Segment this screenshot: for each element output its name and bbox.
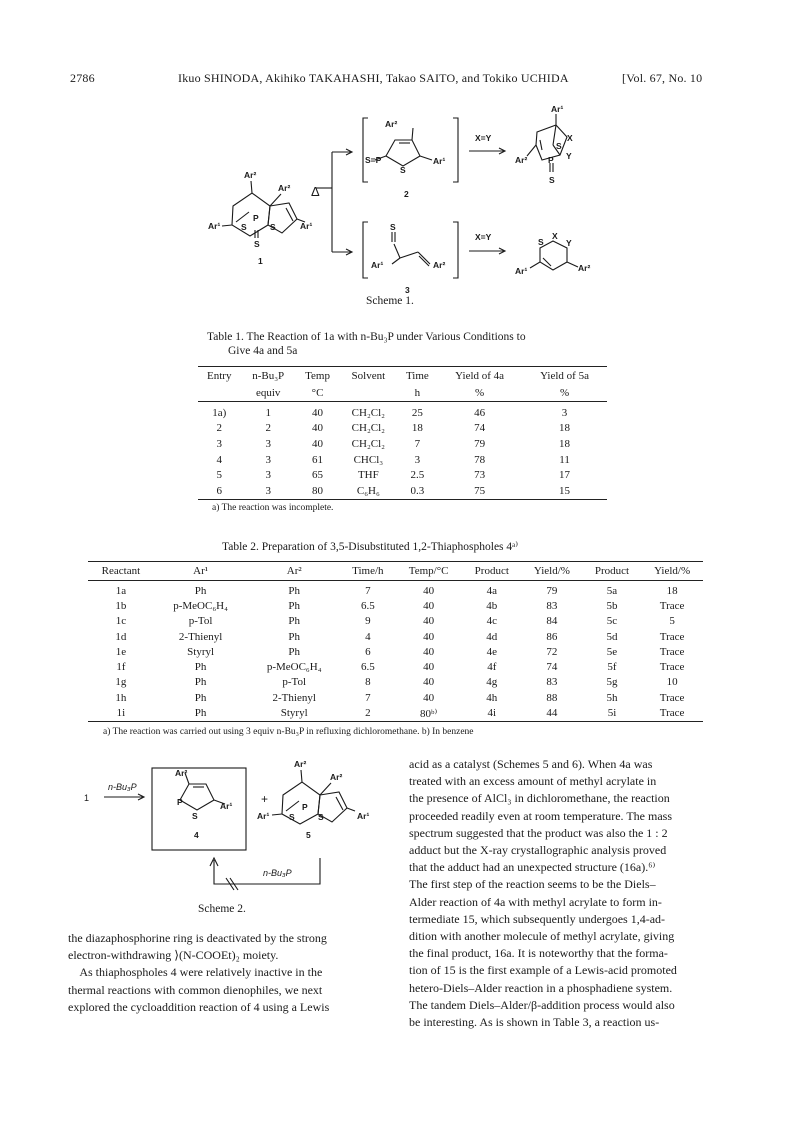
t2-cell: 40 xyxy=(423,599,435,612)
body-line: the diazaphosphorine ring is deactivated by the strong xyxy=(68,931,327,945)
t2-cell: 6.5 xyxy=(360,661,375,674)
compound-5-label: 5 xyxy=(306,830,311,840)
table2-title: Table 2. Preparation of 3,5-Disubstituted 1,2-Thiaphospholes 4ᵃ⁾ xyxy=(222,541,519,553)
t1-cell: 15 xyxy=(522,483,607,499)
right-column-text xyxy=(409,756,729,1031)
t2-cell: 10 xyxy=(666,676,678,689)
t1-cell: 7 xyxy=(414,437,421,450)
c1-p: P xyxy=(253,213,259,223)
body-line: be interesting. As is shown in Table 3, a reaction us- xyxy=(409,1015,660,1030)
table1-footnote: a) The reaction was incomplete. xyxy=(212,503,334,513)
t2-cell: 5d xyxy=(606,630,618,643)
t1-cell: 75 xyxy=(437,483,522,499)
t1-cell: 2.5 xyxy=(410,469,425,482)
t2-cell: p-Tol xyxy=(188,615,213,628)
c3-ar1: Ar¹ xyxy=(371,260,384,270)
compound-1-structure xyxy=(222,181,305,238)
t1-cell: 3 xyxy=(265,453,271,466)
dithiin-x: X xyxy=(552,231,558,241)
table-row xyxy=(88,659,703,674)
t2-cell: 1g xyxy=(115,676,127,689)
adduct-y: Y xyxy=(566,151,572,161)
t2-cell: 4a xyxy=(486,584,497,597)
c1-ar2-top: Ar² xyxy=(244,170,257,180)
t1-cell: CH₂Cl₂ xyxy=(351,437,386,450)
t2-cell: 5g xyxy=(606,676,618,689)
t1-cell: 1 xyxy=(265,406,271,419)
t2-header: Product xyxy=(463,562,522,581)
t2-cell: Ph xyxy=(288,615,301,628)
t2-header: Reactant xyxy=(88,562,154,581)
t1-cell: CHCl₃ xyxy=(353,453,384,466)
compound-4-label: 4 xyxy=(194,830,199,840)
c2-ar1: Ar¹ xyxy=(433,156,446,166)
t2-cell: 74 xyxy=(546,661,558,674)
c5-ar2-top: Ar² xyxy=(294,759,307,769)
t1-unit: % xyxy=(522,384,607,402)
t2-cell: Ph xyxy=(194,691,207,704)
dithiin-y: Y xyxy=(566,238,572,248)
reagent-xy-top: X=Y xyxy=(475,133,492,143)
t2-cell: p-MeOC₆H₄ xyxy=(173,599,228,612)
c4-ar1: Ar¹ xyxy=(220,801,233,811)
body-line: electron-withdrawing ⟩(N-COOEt)₂ moiety. xyxy=(68,948,279,963)
t2-header: Time/h xyxy=(341,562,395,581)
t2-cell: 1d xyxy=(115,630,127,643)
t2-cell: 7 xyxy=(365,691,371,704)
t1-unit: equiv xyxy=(240,384,295,402)
body-line: tion of 15 is the first example of a Lewis-acid promoted xyxy=(409,963,677,978)
t2-cell: Trace xyxy=(659,645,685,658)
t1-cell: 73 xyxy=(474,469,486,482)
t1-cell: 40 xyxy=(312,406,324,419)
t2-cell: 4f xyxy=(487,661,497,674)
c3-s: S xyxy=(390,222,396,232)
body-line: As thiaphospholes 4 were relatively inactive in the xyxy=(68,965,323,980)
t2-header: Product xyxy=(583,562,642,581)
t2-cell: 5h xyxy=(606,691,618,704)
t2-cell: 1b xyxy=(115,599,127,612)
t2-cell: 40 xyxy=(423,615,435,628)
table1-title-line2: Give 4a and 5a xyxy=(228,345,298,357)
table-row xyxy=(88,598,703,613)
body-line: thermal reactions with common dienophiles, we next xyxy=(68,982,323,997)
t2-cell: Trace xyxy=(659,661,685,674)
c5-s-left: S xyxy=(289,812,295,822)
t1-unit: % xyxy=(437,384,522,402)
t2-cell: Trace xyxy=(659,599,685,612)
t2-cell: 1f xyxy=(116,661,126,674)
heat-symbol: Δ xyxy=(311,184,320,199)
body-line: treated with an excess amount of methyl acrylate in xyxy=(409,774,657,789)
scheme2-start: 1 xyxy=(84,793,90,803)
t1-header-entry: Entry xyxy=(198,367,240,385)
t2-header: Temp/°C xyxy=(395,562,463,581)
t2-cell: 5e xyxy=(606,645,618,658)
t2-cell: 8 xyxy=(365,676,371,689)
c2-sp: S=P xyxy=(365,155,382,165)
scheme1-caption: Scheme 1. xyxy=(366,295,414,307)
t2-cell: 4b xyxy=(486,599,498,612)
t1-cell: 1a) xyxy=(212,406,227,419)
table-row xyxy=(88,705,703,721)
body-line: proceeded readily even at room temperature. The mass xyxy=(409,808,672,823)
t2-cell: Ph xyxy=(288,599,301,612)
page-number: 2786 xyxy=(70,71,95,85)
t2-cell: 5f xyxy=(607,661,617,674)
t2-cell: Ph xyxy=(194,584,207,597)
t1-cell: 18 xyxy=(559,437,571,450)
adduct-p: P xyxy=(548,155,554,165)
t2-cell: 86 xyxy=(546,630,558,643)
table-row xyxy=(198,436,607,452)
t2-cell: 2-Thienyl xyxy=(178,630,223,643)
table1-title: Table 1. The Reaction of 1a with n-Bu₃P under Various Conditions to xyxy=(207,331,526,343)
table2-footnote: a) The reaction was carried out using 3 equiv n-Bu₃P in refluxing dichloromethane. b) In benzene xyxy=(103,727,474,737)
t2-cell: p-Tol xyxy=(282,676,307,689)
c1-s-exo: S xyxy=(254,239,260,249)
c1-ar1-right: Ar¹ xyxy=(300,221,313,231)
t2-cell: 40 xyxy=(423,584,435,597)
volume-label: [Vol. 67, No. 10 xyxy=(622,71,703,85)
t1-cell: 4 xyxy=(216,453,222,466)
t2-cell: 2-Thienyl xyxy=(272,691,316,704)
adduct-x: X xyxy=(567,133,573,143)
t2-cell: Ph xyxy=(288,630,301,643)
t1-cell: 17 xyxy=(559,469,571,482)
c5-ar2-right: Ar² xyxy=(330,772,343,782)
c5-p: P xyxy=(302,802,308,812)
t1-header-yield5a: Yield of 5a xyxy=(522,367,607,385)
body-line: termediate 15, which subsequently undergoes 1,4-ad- xyxy=(409,911,666,926)
body-line: spectrum suggested that the product was also the 1 : 2 xyxy=(409,825,668,840)
body-line: The tandem Diels–Alder/β-addition process would also xyxy=(409,997,675,1012)
table-row xyxy=(88,614,703,629)
body-line: acid as a catalyst (Schemes 5 and 6). When 4a was xyxy=(409,757,653,771)
t1-unit: h xyxy=(398,384,438,402)
adduct-s: S xyxy=(556,141,562,151)
body-line: that the adduct had an unexpected structure (16a).⁶⁾ xyxy=(409,860,656,875)
plus-sign: + xyxy=(261,792,269,806)
t2-cell: 4h xyxy=(486,691,498,704)
body-line: dition with another molecule of methyl acrylate, giving xyxy=(409,929,675,944)
c4-ar2: Ar² xyxy=(175,768,188,778)
t2-cell: Styryl xyxy=(247,705,341,721)
c5-ar1-right: Ar¹ xyxy=(357,811,370,821)
c1-ar1-left: Ar¹ xyxy=(208,221,221,231)
c2-s: S xyxy=(400,165,406,175)
t1-cell: 65 xyxy=(312,469,324,482)
compound-2-structure xyxy=(375,128,432,166)
t2-cell: Ph xyxy=(288,645,301,658)
t1-cell: 74 xyxy=(474,422,486,435)
body-line: explored the cycloaddition reaction of 4 using a Lewis xyxy=(68,999,330,1014)
t1-cell: 80 xyxy=(296,483,339,499)
t2-header: Yield/% xyxy=(641,562,703,581)
t2-cell: Trace xyxy=(659,630,685,643)
t2-cell: 5 xyxy=(669,615,675,628)
table-row xyxy=(198,467,607,483)
t2-cell: 83 xyxy=(546,599,558,612)
c1-ar2-right: Ar² xyxy=(278,183,291,193)
t2-cell: 40 xyxy=(423,691,435,704)
t2-header: Ar¹ xyxy=(154,562,248,581)
t2-cell: Styryl xyxy=(187,645,215,658)
table-row xyxy=(198,421,607,437)
t1-cell: 3 xyxy=(216,437,222,450)
t2-cell: 4i xyxy=(463,705,522,721)
t2-cell: 1e xyxy=(115,645,127,658)
compound-2-label: 2 xyxy=(404,189,409,199)
t2-header: Yield/% xyxy=(521,562,583,581)
t2-cell: 79 xyxy=(546,584,558,597)
compound-4-structure xyxy=(180,773,225,810)
t1-cell: 18 xyxy=(411,422,423,435)
t2-cell: 5a xyxy=(606,584,618,597)
t2-cell: p-MeOC₆H₄ xyxy=(266,661,322,674)
t2-cell: 4e xyxy=(486,645,497,658)
t1-cell: CH₂Cl₂ xyxy=(351,406,386,419)
c1-s-right: S xyxy=(270,222,276,232)
t2-cell: Ph xyxy=(154,705,248,721)
t2-cell: 4c xyxy=(486,615,497,628)
dithiin-s: S xyxy=(538,237,544,247)
table-row xyxy=(198,452,607,468)
t2-cell: 40 xyxy=(423,661,435,674)
t2-cell: 40 xyxy=(423,645,435,658)
t1-cell: CH₂Cl₂ xyxy=(351,422,386,435)
t2-cell: 5i xyxy=(583,705,642,721)
compound-5-structure xyxy=(272,770,355,824)
table-row xyxy=(198,402,607,421)
table-row xyxy=(88,690,703,705)
t1-cell: 3 xyxy=(240,483,295,499)
t2-cell: 4d xyxy=(486,630,498,643)
t2-cell: Ph xyxy=(288,584,301,597)
t2-cell: Trace xyxy=(659,691,685,704)
t1-cell: 3 xyxy=(265,437,271,450)
body-line: the final product, 16a. It is noteworthy that the forma- xyxy=(409,946,668,961)
t1-cell: 79 xyxy=(474,437,486,450)
compound-3-label: 3 xyxy=(405,285,410,295)
t1-header-bu3p: n-Bu₃P xyxy=(240,367,295,385)
t1-cell: 46 xyxy=(474,406,486,419)
t2-cell: 6.5 xyxy=(360,599,375,612)
t1-unit xyxy=(339,384,397,402)
t2-cell: 88 xyxy=(546,691,558,704)
adduct-ar2: Ar² xyxy=(515,155,528,165)
t1-cell: 2 xyxy=(265,422,271,435)
t1-header-yield4a: Yield of 4a xyxy=(437,367,522,385)
c4-p: P xyxy=(177,797,183,807)
scheme2-caption: Scheme 2. xyxy=(198,903,246,915)
t1-cell: 18 xyxy=(559,422,571,435)
t1-cell: 11 xyxy=(559,453,570,466)
t2-cell: 44 xyxy=(521,705,583,721)
t1-header-temp: Temp xyxy=(296,367,339,385)
t2-cell: 5c xyxy=(606,615,618,628)
t2-cell: Ph xyxy=(194,661,207,674)
t2-cell: 1a xyxy=(115,584,127,597)
t1-cell: 40 xyxy=(312,422,324,435)
compound-3-structure xyxy=(392,232,430,266)
body-line: The first step of the reaction seems to be the Diels– xyxy=(409,877,656,892)
t1-cell: 6 xyxy=(198,483,240,499)
table1 xyxy=(198,366,607,500)
dithiin-ar1: Ar¹ xyxy=(515,266,528,276)
running-authors: Ikuo SHINODA, Akihiko TAKAHASHI, Takao SAITO, and Tokiko UCHIDA xyxy=(178,71,569,85)
c2-ar2: Ar² xyxy=(385,119,398,129)
t1-cell: 78 xyxy=(474,453,486,466)
c1-s-left: S xyxy=(241,222,247,232)
adduct-s-exo: S xyxy=(549,175,555,185)
scheme2-reagent-back: n-Bu₃P xyxy=(263,868,292,878)
t1-unit: °C xyxy=(296,384,339,402)
t2-cell: 5b xyxy=(606,599,618,612)
t2-cell: 1i xyxy=(88,705,154,721)
t2-cell: 84 xyxy=(546,615,558,628)
table-row xyxy=(88,675,703,690)
t1-cell: 40 xyxy=(312,437,324,450)
t2-cell: 40 xyxy=(423,676,435,689)
t1-cell: 3 xyxy=(414,453,421,466)
compound-1-label: 1 xyxy=(258,256,263,266)
t2-cell: 7 xyxy=(365,584,371,597)
t1-cell: 3 xyxy=(265,469,271,482)
c4-s: S xyxy=(192,811,198,821)
t1-unit xyxy=(198,384,240,402)
t2-cell: 1h xyxy=(115,691,127,704)
t1-header-time: Time xyxy=(398,367,438,385)
left-column-text xyxy=(68,930,388,1016)
t2-cell: 4 xyxy=(365,630,371,643)
body-line: the presence of AlCl₃ in dichloromethane, the reaction xyxy=(409,791,670,806)
t1-cell: 3 xyxy=(561,406,568,419)
t2-cell: 83 xyxy=(546,676,558,689)
table-row xyxy=(88,644,703,659)
adduct-ar1: Ar¹ xyxy=(551,104,564,114)
t2-cell: 80ᵇ⁾ xyxy=(395,705,463,721)
t2-cell: Trace xyxy=(641,705,703,721)
table-row xyxy=(88,629,703,644)
c5-s-right: S xyxy=(318,812,324,822)
t1-cell: 0.3 xyxy=(398,483,438,499)
body-line: adduct but the X-ray crystallographic analysis proved xyxy=(409,843,667,858)
reagent-xy-bottom: X=Y xyxy=(475,232,492,242)
c5-ar1-left: Ar¹ xyxy=(257,811,270,821)
t2-cell: 72 xyxy=(546,645,558,658)
table2 xyxy=(88,561,703,722)
t1-cell: 25 xyxy=(411,406,423,419)
body-line: Alder reaction of 4a with methyl acrylate to form in- xyxy=(409,894,662,909)
t2-cell: 9 xyxy=(365,615,371,628)
t2-cell: 1c xyxy=(115,615,127,628)
scheme2-reagent: n-Bu₃P xyxy=(108,782,137,792)
body-line: hetero-Diels–Alder reaction in a phosphadiene system. xyxy=(409,980,673,995)
table-row xyxy=(88,581,703,599)
t2-cell: 4g xyxy=(486,676,498,689)
table-row xyxy=(198,483,607,499)
t1-header-solvent: Solvent xyxy=(339,367,397,385)
t1-cell: 5 xyxy=(216,469,222,482)
t1-cell: 61 xyxy=(312,453,324,466)
t1-cell: 2 xyxy=(216,422,222,435)
t2-cell: 2 xyxy=(341,705,395,721)
t2-cell: Ph xyxy=(194,676,207,689)
dithiin-ar2: Ar² xyxy=(578,263,591,273)
t1-cell: C₆H₆ xyxy=(339,483,397,499)
c3-ar2: Ar² xyxy=(433,260,446,270)
t2-cell: 18 xyxy=(666,584,678,597)
t2-header: Ar² xyxy=(247,562,341,581)
t1-cell: THF xyxy=(357,469,379,482)
t2-cell: 40 xyxy=(423,630,435,643)
t2-cell: 6 xyxy=(365,645,371,658)
